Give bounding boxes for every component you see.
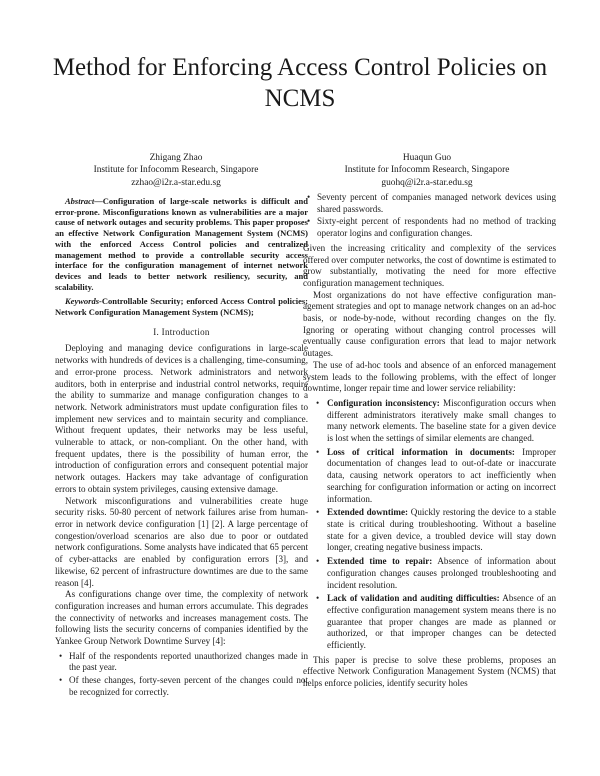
author-name: Zhigang Zhao: [149, 153, 203, 163]
paragraph: The use of ad-hoc tools and absence of an enforced management system leads to the following problems, with the effect of longer downtime, longer repair time and lower service reliability:: [303, 359, 556, 394]
author-email: guohq@i2r.a-star.edu.sg: [381, 177, 473, 188]
author-email: zzhao@i2r.a-star.edu.sg: [131, 177, 221, 188]
problems-list: [303, 398, 556, 652]
list-item: • Lack of validation and auditing difficulties: Absence of an effective configuration management system means there is no guarantee that proper changes are made as planned or authorized, or that improper changes can be detected efficiently.: [316, 593, 556, 651]
left-column: [55, 196, 311, 702]
paragraph: Most organizations do not have effective configuration management strategies and opt to manage network changes on an ad-hoc basis, or node-by-node, without recording changes on the fly. Ignoring or operating without changing control processes will eventually cause configuration errors that lead to major network outages.: [303, 289, 556, 359]
author-block-1: [46, 152, 306, 189]
keywords-text: Controllable Security; enforced Access Control policies; Network Configuration Management System (NCMS);: [55, 296, 308, 318]
bullet-icon: •: [316, 556, 320, 567]
abstract: [55, 196, 311, 292]
author-affiliation: Institute for Infocomm Research, Singapore: [93, 165, 259, 176]
keywords-label: Keywords-: [65, 296, 102, 307]
author-name: Huaqun Guo: [402, 153, 452, 163]
list-item: • Seventy percent of companies managed network devices using shared passwords.: [307, 192, 556, 214]
paper-title: Method for Enforcing Access Control Policies on NCMS: [52, 54, 548, 112]
bullet-icon: •: [307, 216, 311, 227]
paragraph: This paper is precise to solve these problems, proposes an effective Network Configuration Management System (NCMS) that helps enforce policies, identify security holes: [303, 654, 556, 689]
list-item: • Of these changes, forty-seven percent of the changes could not be recognized for correctly.: [59, 675, 308, 697]
bullet-icon: •: [59, 675, 63, 686]
survey-list-continued: [303, 192, 556, 240]
bullet-icon: •: [316, 446, 320, 457]
right-column: [303, 192, 556, 690]
paragraph: Deploying and managing device configurations in large-scale networks with hundreds of devices is a challenging, time-consuming, and error-prone process. Network administrators and network auditors, both in enterprise and industrial control networks, require the ability to summarize and manage configuration changes to a network. Network administrators must update configuration files to implement new services and to maintain security and compliance. Without frequent updates, their networks may be less useful, vulnerable to attack, or non-compliant. On the other hand, with frequent updates, there is the possibility of human error, the introduction of configuration errors and consequent potential major network outages. Hackers may take advantage of configuration errors to obtain system privileges, causing extensive damage.: [55, 343, 308, 494]
keywords: [55, 296, 308, 317]
list-item: • Extended downtime: Quickly restoring the device to a stable state is critical during troubleshooting. Without a baseline state for a given device, a troubled device will stay down longer, creating negative business impacts.: [316, 507, 556, 553]
author-affiliation: Institute for Infocomm Research, Singapore: [344, 165, 510, 176]
survey-list: [55, 651, 308, 699]
section-heading-introduction: I. Introduction: [153, 326, 210, 337]
bullet-icon: •: [316, 397, 320, 408]
list-item: • Half of the respondents reported unauthorized changes made in the past year.: [59, 650, 308, 673]
bullet-icon: •: [307, 192, 311, 202]
list-item-term: Extended time to repair:: [327, 556, 433, 567]
list-item-term: Configuration inconsistency:: [327, 397, 440, 408]
list-item: • Configuration inconsistency: Misconfiguration occurs when different administrators iteratively make small changes to many network elements. The baseline state for a given device is lost when the settings of similar elements are changed.: [316, 397, 556, 444]
list-item-term: Lack of validation and auditing difficulties:: [327, 593, 500, 604]
bullet-icon: •: [316, 593, 320, 604]
paragraph: As configurations change over time, the complexity of network configuration increases and human errors accumulate. This degrades the connectivity of networks and increases management costs. The following lists the security concerns of companies identified by the Yankee Group Network Downtime Survey [4]:: [55, 589, 308, 647]
bullet-icon: •: [59, 650, 63, 661]
paragraph: Given the increasing criticality and complexity of the services offered over computer networks, the cost of downtime is estimated to grow substantially, motivating the need for more effective configuration management techniques.: [303, 242, 556, 288]
paragraph: Network misconfigurations and vulnerabilities create huge security risks. 50-80 percent of network failures arise from human-error in network device configuration [1] [2]. A large percentage of congestion/overload scenarios are also due to poor or outdated network configurations. Some analysts have indicated that 65 percent of cyber-attacks are enabled by configuration errors [3], and likewise, 62 percent of infrastructure downtimes are due to the same reason [4].: [55, 495, 308, 588]
list-item: • Sixty-eight percent of respondents had no method of tracking operator logins and configuration changes.: [307, 216, 556, 239]
abstract-label: Abstract: [65, 196, 95, 206]
list-item: • Extended time to repair: Absence of information about configuration changes causes prolonged troubleshooting and incident resolution.: [316, 556, 556, 590]
list-item-term: Extended downtime:: [327, 507, 409, 518]
abstract-text: —Configuration of large-scale networks is difficult and error-prone. Misconfigurations known as vulnerabilities are a major cause of network outages and security problems. This paper proposes an effective Network Configuration Management System (NCMS) with the enforced Access Control policies and centralized management method to provide a controllable security access interface for the configuration management of internet network devices and leads to better network resiliency, security, and scalability.: [55, 196, 308, 292]
list-item-term: Loss of critical information in documents:: [327, 446, 515, 457]
bullet-icon: •: [316, 507, 320, 518]
list-item: • Loss of critical information in documents: Improper documentation of changes lead to out-of-date or inaccurate data, causing network operators to act inefficiently when searching for configuration information or acting on incorrect information.: [316, 446, 557, 504]
author-block-2: [297, 152, 557, 189]
